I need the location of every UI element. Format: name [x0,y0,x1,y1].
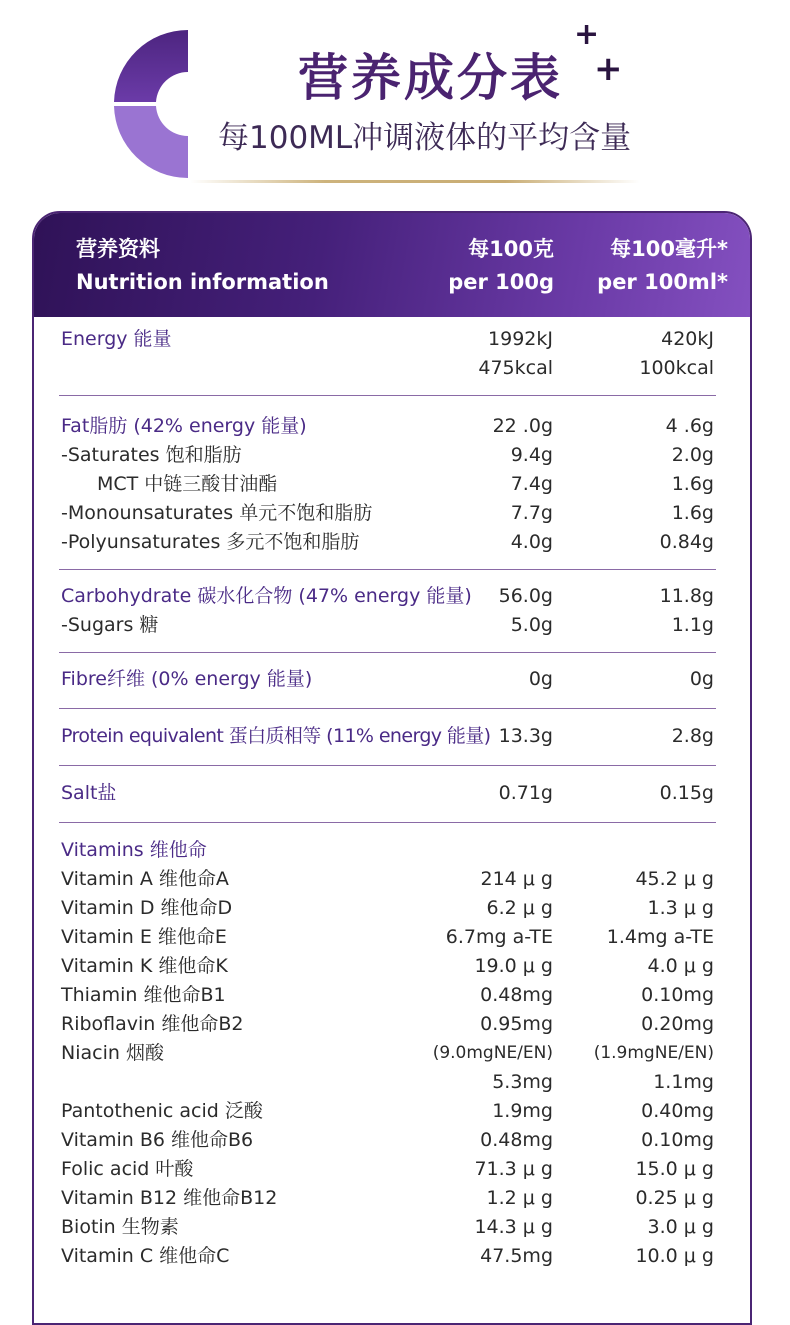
row-value-100g: 1992kJ [488,328,553,350]
row-label: Salt盐 [61,782,117,804]
row-value-100g: 7.4g [510,473,553,495]
row-value-100g: 1.2 μ g [486,1187,553,1209]
row-value-100g: 5.0g [510,614,553,636]
row-value-100ml: 100kcal [639,357,714,379]
row-label: Folic acid 叶酸 [61,1158,194,1180]
table-row [59,441,716,470]
row-value-100ml: 45.2 μ g [635,868,714,890]
energy-group [59,317,716,396]
table-row [59,470,716,499]
row-value-100g: 0.95mg [480,1013,553,1035]
row-value-100ml: 0.84g [659,531,714,553]
row-label: Vitamin K 维他命K [61,955,228,977]
row-label: -Saturates 饱和脂肪 [61,444,242,466]
table-row [59,836,716,865]
row-value-100ml: 0g [689,668,714,690]
row-value-100ml: 1.6g [671,502,714,524]
table-row [59,1155,716,1184]
row-label: Carbohydrate 碳水化合物 (47% energy 能量) [61,585,472,607]
table-row [59,894,716,923]
vitamins-group [59,823,716,1279]
header-label-en: Nutrition information [76,270,329,294]
row-value-100ml: 3.0 μ g [647,1216,714,1238]
row-label: Fibre纤维 (0% energy 能量) [61,668,313,690]
row-value-100ml: 1.1mg [653,1071,714,1093]
row-value-100ml: 0.20mg [641,1013,714,1035]
table-row [59,528,716,557]
table-row [59,1126,716,1155]
header-label-cn: 营养资料 [76,237,160,261]
row-value-100g: 7.7g [510,502,553,524]
table-row [59,865,716,894]
header-col-per100g [448,233,554,299]
row-label: Niacin 烟酸 [61,1042,164,1064]
header-col1-en: per 100g [448,270,554,294]
row-value-100ml: 15.0 μ g [635,1158,714,1180]
page-subtitle: 每100ML冲调液体的平均含量 [218,120,632,156]
row-value-100ml: 1.3 μ g [647,897,714,919]
row-label: Vitamin B6 维他命B6 [61,1129,254,1151]
row-label: Energy 能量 [61,328,172,350]
row-value-100g: 71.3 μ g [474,1158,553,1180]
table-row [59,665,716,694]
row-label: Thiamin 维他命B1 [61,984,226,1006]
row-value-100ml: 4.0 μ g [647,955,714,977]
table-row [59,1010,716,1039]
row-label: Vitamin A 维他命A [61,868,229,890]
table-row [59,722,716,751]
table-body [34,317,750,1279]
table-header [34,213,750,317]
table-row [59,325,716,354]
table-row [59,1242,716,1271]
row-value-100g: 56.0g [498,585,553,607]
row-value-100g: 475kcal [478,357,553,379]
row-label: Riboflavin 维他命B2 [61,1013,244,1035]
plus-small-icon: + [574,17,600,52]
row-value-100g: (9.0mgNE/EN) [432,1043,553,1063]
row-value-100g: 214 μ g [480,868,553,890]
table-row [59,981,716,1010]
page-title: 营养成分表 [298,49,563,107]
row-label: Protein equivalent 蛋白质相等 (11% energy 能量) [61,725,491,747]
nutrition-table [32,211,752,1325]
row-label: Vitamin E 维他命E [61,926,227,948]
header-col2-en: per 100ml* [597,270,728,294]
row-value-100g: 1.9mg [492,1100,553,1122]
brand-arc-icon [112,30,188,178]
row-value-100ml: 10.0 μ g [635,1245,714,1267]
row-value-100g: 0.71g [498,782,553,804]
table-row [59,1184,716,1213]
row-value-100g: 0g [528,668,553,690]
row-value-100ml: 0.40mg [641,1100,714,1122]
row-value-100g: 9.4g [510,444,553,466]
row-value-100g: 19.0 μ g [474,955,553,977]
row-value-100ml: (1.9mgNE/EN) [593,1043,714,1063]
row-label: Vitamin C 维他命C [61,1245,230,1267]
row-value-100g: 6.2 μ g [486,897,553,919]
table-row [59,923,716,952]
row-value-100ml: 1.6g [671,473,714,495]
fibre-group [59,653,716,709]
row-value-100g: 6.7mg a-TE [445,926,553,948]
row-value-100g: 14.3 μ g [474,1216,553,1238]
table-row [59,1097,716,1126]
row-value-100ml: 4 .6g [665,415,714,437]
table-row [59,499,716,528]
table-row [59,1068,716,1097]
row-value-100g: 0.48mg [480,984,553,1006]
table-row [59,354,716,383]
row-value-100g: 22 .0g [492,415,553,437]
row-label: Vitamin D 维他命D [61,897,233,919]
row-value-100ml: 1.1g [671,614,714,636]
row-value-100ml: 11.8g [659,585,714,607]
row-label: Pantothenic acid 泛酸 [61,1100,263,1122]
row-value-100ml: 0.15g [659,782,714,804]
row-value-100g: 4.0g [510,531,553,553]
row-value-100ml: 0.10mg [641,984,714,1006]
fat-group [59,396,716,570]
protein-group [59,709,716,766]
table-row [59,779,716,808]
row-value-100ml: 420kJ [661,328,714,350]
row-label: -Sugars 糖 [61,614,159,636]
header-col-per100ml [597,233,728,299]
row-label: MCT 中链三酸甘油酯 [97,473,278,495]
table-row [59,1213,716,1242]
row-value-100ml: 2.8g [671,725,714,747]
row-value-100g: 0.48mg [480,1129,553,1151]
row-value-100g: 5.3mg [492,1071,553,1093]
header-label [76,233,329,299]
table-row [59,952,716,981]
row-label: -Polyunsaturates 多元不饱和脂肪 [61,531,360,553]
header-col2-cn: 每100毫升* [610,237,728,261]
row-label: Biotin 生物素 [61,1216,179,1238]
row-label: Fat脂肪 (42% energy 能量) [61,415,307,437]
row-value-100ml: 0.25 μ g [635,1187,714,1209]
table-row [59,611,716,640]
plus-large-icon: + [594,49,623,89]
row-label: -Monounsaturates 单元不饱和脂肪 [61,502,373,524]
table-row [59,1039,716,1068]
carbohydrate-group [59,570,716,653]
header-col1-cn: 每100克 [468,237,554,261]
row-value-100g: 13.3g [498,725,553,747]
row-value-100ml: 2.0g [671,444,714,466]
row-label: Vitamin B12 维他命B12 [61,1187,278,1209]
divider-line [190,180,640,183]
row-value-100g: 47.5mg [480,1245,553,1267]
vitamins-title: Vitamins 维他命 [61,839,207,861]
salt-group [59,766,716,823]
row-value-100ml: 1.4mg a-TE [606,926,714,948]
table-row [59,582,716,611]
row-value-100ml: 0.10mg [641,1129,714,1151]
table-row [59,412,716,441]
